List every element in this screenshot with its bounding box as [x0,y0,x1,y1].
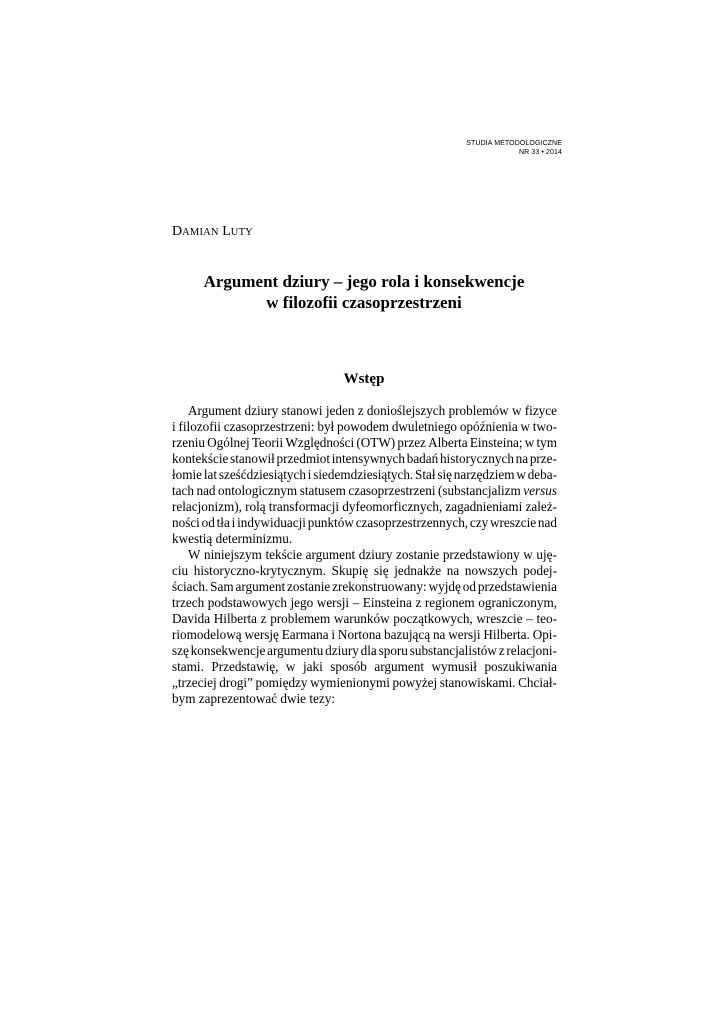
text-line: ciu historyczno-krytycznym. Skupię się jednakże na nowszych podej- [172,563,557,578]
text-line: tach nad ontologicznym statusem czasoprzestrzeni (substancjalizm versus [172,483,557,498]
author-first-rest: AMIAN [182,227,219,238]
text-line: relacjonizm), rolą transformacji dyfeomorficznych, zagadnieniami zależ- [172,499,557,514]
text-line: łomie lat sześćdziesiątych i siedemdziesiątych. Stał się narzędziem w deba- [172,467,557,482]
title-line-2: w filozofii czasoprzestrzeni [266,293,462,312]
body-text [172,403,557,707]
text-line: bym zaprezentować dwie tezy: [172,691,335,706]
title-line-1: Argument dziury – jego rola i konsekwencje [203,272,525,291]
text-line: Argument dziury stanowi jeden z donioślejszych problemów w fizyce [188,403,557,418]
author-name [172,224,253,241]
text-line: ściach. Sam argument zostanie zrekonstruowany: wyjdę od przedstawienia [172,579,557,594]
text-line: szę konsekwencje argumentu dziury dla sporu substancjalistów z relacjoni- [172,643,557,658]
text-line: trzech podstawowych jego wersji – Einsteina z regionem ograniczonym, [172,595,557,610]
text-line: Davida Hilberta z problemem warunków początkowych, wreszcie – teo- [172,611,557,626]
text-line: W niniejszym tekście argument dziury zostanie przedstawiony w uję- [188,547,557,562]
paragraph [172,403,557,547]
italic-word: versus [523,483,557,498]
author-first-initial: D [172,224,183,239]
text-line: kontekście stanowił przedmiot intensywnych badań historycznych na prze- [172,451,557,466]
author-last-initial: L [222,224,231,239]
text-line: ności od tła i indywiduacji punktów czasoprzestrzennych, czy wreszcie nad [172,515,557,530]
text-line: rzeniu Ogólnej Teorii Względności (OTW) przez Alberta Einsteina; w tym [172,435,557,450]
journal-header [466,140,562,157]
section-heading: Wstęp [343,371,385,387]
text-line: stami. Przedstawię, w jaki sposób argument wymusił poszukiwania [172,659,557,674]
article-title [172,271,556,313]
journal-issue: NR 33 • 2014 [519,148,562,156]
text-line: „trzeciej drogi” pomiędzy wymienionymi powyżej stanowiskami. Chciał- [172,675,557,690]
journal-name: STUDIA METODOLOGICZNE [466,140,562,147]
paragraph [172,547,557,707]
text-line: i filozofii czasoprzestrzeni: był powodem dwuletniego opóźnienia w two- [172,419,557,434]
author-last-rest: UTY [230,227,253,238]
text-line: riomodelową wersję Earmana i Nortona bazującą na wersji Hilberta. Opi- [172,627,557,642]
text-line: kwestią determinizmu. [172,531,293,546]
